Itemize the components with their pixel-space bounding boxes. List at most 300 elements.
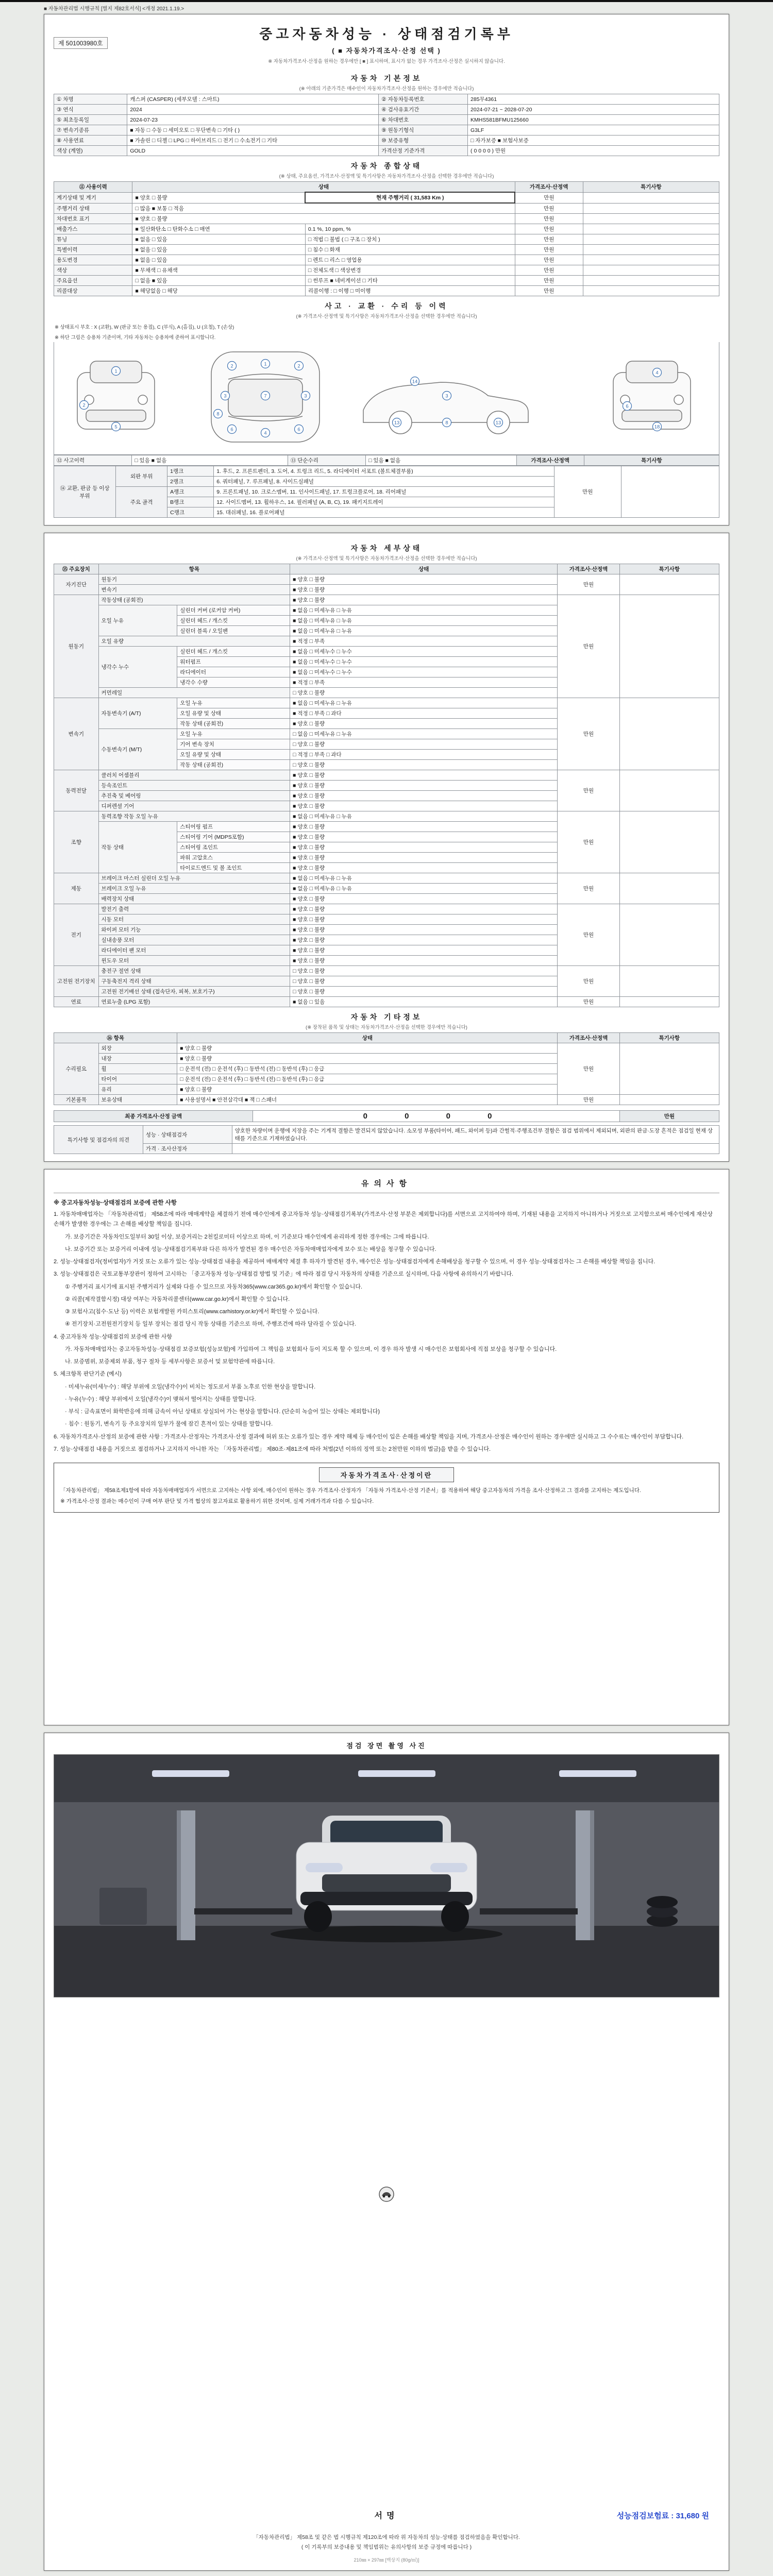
table-cell: ■ 없음 □ 있음	[290, 997, 558, 1007]
table-cell: 만원	[619, 1111, 719, 1122]
notice-subtext: · 부식 : 금속표면이 화학반응에 의해 금속이 아닌 상태로 상실되어 가는 현상을 말합니다. (단순히 녹슬어 있는 상태는 제외합니다)	[65, 1409, 380, 1415]
diagram-marker-number: 4	[264, 430, 267, 436]
table-cell: 9. 프론트패널, 10. 크로스멤버, 11. 인사이드패널, 17. 트렁크플로어, 18. 리어패널	[214, 487, 554, 497]
table-cell: 1랭크	[167, 466, 214, 477]
table-cell: 2024-07-23	[127, 115, 379, 125]
final-price-table	[54, 1110, 719, 1122]
exchange-rank-table	[54, 466, 719, 518]
table-cell: ■ 양호 □ 불량	[290, 585, 558, 595]
diagram-marker-number: 8	[445, 420, 448, 426]
table-cell: 튜닝	[54, 234, 132, 245]
table-cell: 1. 후드, 2. 프론트펜더, 3. 도어, 4. 트렁크 리드, 5. 라디에이터 서포트 (볼트체결부품)	[214, 466, 554, 477]
table-cell: 기본품목	[54, 1095, 99, 1105]
table-cell	[583, 245, 719, 255]
car-damage-diagram	[54, 342, 719, 455]
table-cell: 가격산정 기준가격	[379, 146, 468, 156]
legal-line-2: ( 이 기록부의 보증내용 및 책임범위는 유의사항의 보증 규정에 따릅니다 )	[301, 2544, 472, 2551]
table-cell: 주요옵션	[54, 276, 132, 286]
table-row	[54, 455, 719, 466]
table-cell: ■ 없음 □ 미세누유 □ 누유	[290, 605, 558, 616]
table-cell: □ 없음 ■ 있음	[132, 276, 305, 286]
data-table	[54, 564, 719, 1007]
table-row	[54, 255, 719, 265]
table-cell	[621, 466, 719, 518]
table-cell: 만원	[558, 1043, 619, 1095]
table-cell: ■ 양호 □ 불량	[177, 1043, 558, 1054]
table-cell	[583, 203, 719, 214]
table-cell: 최종 가격조사·산정 금액	[54, 1111, 253, 1122]
diagram-marker-number: 3	[304, 393, 307, 399]
table-row	[54, 1144, 719, 1154]
table-cell: ■ 없음 □ 미세누수 □ 누수	[290, 667, 558, 677]
table-cell: 6. 쿼터패널, 7. 루프패널, 8. 사이드실패널	[214, 477, 554, 487]
notice-text: 2. 성능·상태점검자(정비업자)가 거짓 또는 오류가 있는 성능·상태점검 내용을 제공하여 매매계약 체결 후 하자가 발견된 경우, 매수인은 성능·상태점검자에게 손해배상을 청구할 수 있으며, 이 경우 성능·상태점검자는 그 손해를 배상할 책임을 집니다.	[54, 1259, 656, 1265]
table-cell: 2024-07-21 ~ 2028-07-20	[468, 105, 719, 115]
table-cell: 만원	[515, 234, 583, 245]
table-cell: □ 렌트 □ 리스 □ 영업용	[305, 255, 515, 265]
table-cell: ■ 적정 □ 부족	[290, 636, 558, 647]
notice-subtext: ④ 전기장치·고전원전기장치 등 일부 장치는 점검 당시 작동 상태를 기준으로 하며, 주행조건에 따라 달라질 수 있습니다.	[65, 1321, 356, 1328]
section-note-extra: (※ 장착된 품목 및 상태는 자동차가격조사·산정을 선택한 경우에만 적습니다)	[306, 1025, 467, 1030]
data-table	[54, 1110, 719, 1122]
table-cell: 커먼레일	[98, 688, 290, 698]
table-cell: 만원	[558, 966, 619, 997]
table-cell: ■ 양호 □ 불량	[132, 192, 305, 203]
spacer-upper	[54, 1997, 719, 2185]
table-cell: ■ 양호 □ 불량	[290, 595, 558, 605]
diagram-marker-number: 2	[82, 402, 86, 409]
table-cell: ⑨ 원동기형식	[379, 125, 468, 135]
diagram-marker-number: 13	[495, 420, 501, 426]
diagram-marker-number: 3	[224, 393, 227, 399]
table-cell: ■ 양호 □ 불량	[290, 853, 558, 863]
accident-status-table	[54, 455, 719, 466]
table-cell: 만원	[558, 997, 619, 1007]
table-cell	[619, 698, 719, 770]
table-cell: 오일 누유	[98, 605, 177, 636]
table-cell: 실린더 커버 (로커암 커버)	[177, 605, 290, 616]
notice-item	[54, 1269, 719, 1329]
insurance-fee: 성능점검보험료 : 31,680 원	[616, 2512, 709, 2521]
section-title-basic: 자동차 기본정보	[350, 74, 423, 82]
table-cell: ■ 양호 □ 불량	[290, 719, 558, 729]
table-cell: 만원	[515, 255, 583, 265]
table-cell: 만원	[515, 286, 583, 296]
table-cell: 변속기	[54, 698, 99, 770]
table-row	[54, 105, 719, 115]
section-note-basic: (※ 아래의 기준가격은 매수인이 자동차가격조사·산정을 원하는 경우에만 적습니다)	[299, 86, 474, 92]
diagram-marker-number: 6	[230, 427, 233, 433]
table-cell: 작동상태 (공회전)	[98, 595, 290, 605]
table-cell	[619, 1043, 719, 1095]
section-title-accident: 사고 · 교환 · 수리 등 이력	[325, 302, 448, 310]
table-cell: 동력전달	[54, 770, 99, 811]
table-cell: 캐스퍼 (CASPER) (세부모델 : 스마트)	[127, 94, 379, 105]
table-cell: 2랭크	[167, 477, 214, 487]
table-cell: 브레이크 오일 누유	[98, 884, 290, 894]
notice-item	[54, 1210, 719, 1255]
table-cell: 가격조사·산정액	[516, 455, 584, 466]
table-cell: ■ 없음 □ 있음	[132, 234, 305, 245]
table-cell: 냉각수 누수	[98, 647, 177, 688]
table-cell: ■ 양호 □ 불량	[290, 832, 558, 842]
table-cell: □ 자가보증 ■ 보험사보증	[468, 135, 719, 146]
signature-row	[54, 2509, 719, 2524]
table-cell: ■ 양호 □ 불량	[132, 214, 515, 224]
table-cell: 휠	[98, 1064, 177, 1074]
table-cell: 구동축전지 격리 상태	[98, 976, 290, 987]
diagram-marker-number: 3	[445, 393, 448, 399]
table-row	[54, 574, 719, 585]
table-cell: 리콜이행 : □ 이행 □ 미이행	[305, 286, 515, 296]
notice-item	[54, 1332, 719, 1367]
section-note-detail: (※ 가격조사·산정액 및 특기사항은 자동차가격조사·산정을 선택한 경우에만 적습니다)	[296, 556, 477, 562]
table-cell: B랭크	[167, 497, 214, 507]
table-cell: 동력조향 작동 오일 누유	[98, 811, 290, 822]
table-row	[54, 115, 719, 125]
table-cell: 0 0 0 0	[253, 1111, 620, 1122]
table-cell: ⑩ 보증유형	[379, 135, 468, 146]
price-appraisal-title: 자동차가격조사·산정이란	[319, 1467, 454, 1482]
table-cell	[619, 574, 719, 595]
table-cell: ⑮ 주요장치	[54, 564, 99, 574]
table-cell: 시동 모터	[98, 914, 290, 925]
table-cell: ■ 양호 □ 불량	[290, 781, 558, 791]
table-cell: □ 양호 □ 불량	[290, 966, 558, 976]
table-cell: 고전원 전기배선 상태 (접속단자, 피복, 보호기구)	[98, 987, 290, 997]
data-table	[54, 455, 719, 466]
inspection-photo-svg	[54, 1755, 719, 1997]
table-cell: ■ 양호 □ 불량	[290, 770, 558, 781]
table-cell: ■ 없음 □ 미세누유 □ 누유	[290, 626, 558, 636]
card-photo-signature	[44, 1733, 729, 2571]
table-row	[54, 1043, 719, 1054]
diagram-marker-number: 14	[412, 379, 418, 385]
table-cell: ■ 양호 □ 불량	[177, 1054, 558, 1064]
table-cell: 가격조사·산정액	[558, 1033, 619, 1043]
diagram-marker-number: 6	[626, 403, 629, 410]
section-note-overall: (※ 상태, 주요옵션, 가격조사·산정액 및 특기사항은 자동차가격조사·산정을 선택한 경우에만 적습니다)	[279, 174, 494, 179]
table-cell: 원동기	[98, 574, 290, 585]
table-cell: 만원	[558, 574, 619, 595]
table-cell: 만원	[558, 595, 619, 698]
notice-text: 5. 체크항목 판단기준 (예시)	[54, 1371, 122, 1378]
table-cell: ■ 양호 □ 불량	[290, 956, 558, 966]
table-cell: 2024	[127, 105, 379, 115]
table-cell	[232, 1144, 719, 1154]
table-cell: 특기사항	[619, 1033, 719, 1043]
table-cell: 보유상태	[98, 1095, 177, 1105]
table-cell: 전기	[54, 904, 99, 966]
table-cell: 변속기	[98, 585, 290, 595]
table-cell	[583, 234, 719, 245]
data-table	[54, 466, 719, 518]
table-cell: 만원	[515, 214, 583, 224]
table-cell: ⑪ 사용이력	[54, 182, 132, 193]
workshop-ceiling	[54, 1755, 719, 1802]
notices-lead: ※ 중고자동차성능·상태점검의 보증에 관한 사항	[54, 1200, 177, 1206]
table-cell: 실린더 블록 / 오일팬	[177, 626, 290, 636]
table-cell: 와이퍼 모터 기능	[98, 925, 290, 935]
diagram-marker-number: 1	[114, 368, 117, 375]
diagram-markers	[80, 360, 662, 437]
table-cell: 타이로드엔드 및 볼 조인트	[177, 863, 290, 873]
table-cell	[583, 214, 719, 224]
association-logo-svg	[378, 2185, 395, 2203]
table-cell: 디퍼렌셜 기어	[98, 801, 290, 811]
table-cell: 수동변속기 (M/T)	[98, 729, 177, 770]
notice-subtext: · 누유(누수) : 해당 부위에서 오일(냉각수)이 맺혀서 떨어지는 상태를 말합니다.	[65, 1396, 256, 1402]
table-cell: □ 운전석 (전) □ 운전석 (후) □ 동반석 (전) □ 동반석 (후) □ 응급	[177, 1064, 558, 1074]
table-row	[54, 1126, 719, 1144]
overall-state-table	[54, 181, 719, 296]
table-cell: 추진축 및 베어링	[98, 791, 290, 801]
table-cell: ■ 양호 □ 불량	[290, 904, 558, 914]
table-row	[54, 1033, 719, 1043]
notice-text: 6. 자동차가격조사·산정의 보증에 관한 사항 : 가격조사·산정자는 가격조사·산정 결과에 허위 또는 오류가 있는 경우 계약 해제 등 매수인이 입은 손해를 배상할 책임을 지며, 가격조사·산정은 매수인이 원하는 경우에만 실시하고 그 수수료는 매수인이 부담합니다.	[54, 1433, 684, 1440]
paper-spec: 210㎜ × 297㎜ [백상지 (80g/㎡)]	[354, 2557, 419, 2563]
table-cell: ■ 적정 □ 부족 □ 과다	[290, 708, 558, 719]
table-cell: G3LF	[468, 125, 719, 135]
table-row	[54, 265, 719, 276]
table-cell: C랭크	[167, 507, 214, 518]
table-cell: KMHS581BFMU125660	[468, 115, 719, 125]
table-cell: 만원	[515, 276, 583, 286]
table-cell: ■ 없음 □ 있음	[132, 255, 305, 265]
table-cell: □ 적법 □ 불법 ( □ 구조 □ 장치 )	[305, 234, 515, 245]
signature-label: 서명	[374, 2512, 399, 2521]
table-cell: 브레이크 마스터 실린더 오일 누유	[98, 873, 290, 884]
table-cell: ④ 검사유효기간	[379, 105, 468, 115]
table-cell: ⑫ 사고이력	[54, 455, 132, 466]
table-cell: ■ 없음 □ 미세누유 □ 누유	[290, 873, 558, 884]
table-cell: 스티어링 조인트	[177, 842, 290, 853]
table-cell: 0.1 %, 10 ppm, %	[305, 224, 515, 234]
card-notices	[44, 1169, 729, 1725]
table-cell	[583, 276, 719, 286]
notice-text: 1. 자동차매매업자는 「자동차관리법」 제58조에 따라 매매계약을 체결하기 전에 매수인에게 중고자동차 성능·상태점검기록부(가격조사·산정 부분은 제외합니다)를 서면으로 고지하여야 하며, 기재된 내용을 고지하지 아니하거나 거짓으로 고지함으로써 매수인에게 재산상 손해가 발생한 경우에는 그 손해를 배상할 책임을 집니다.	[54, 1211, 713, 1228]
table-cell: 라디에이터 팬 모터	[98, 945, 290, 956]
table-cell: 만원	[558, 904, 619, 966]
diagram-marker-number: 2	[297, 363, 300, 369]
notice-item	[54, 1432, 719, 1442]
table-cell: 상태	[132, 182, 515, 193]
table-cell: 오일 누유	[177, 729, 290, 739]
table-cell: ■ 양호 □ 불량	[290, 574, 558, 585]
table-row	[54, 811, 719, 822]
table-cell: ⑬ 단순수리	[288, 455, 365, 466]
table-cell: 파워 고압호스	[177, 853, 290, 863]
table-row	[54, 146, 719, 156]
table-cell: 클러치 어셈블리	[98, 770, 290, 781]
table-cell: 제동	[54, 873, 99, 904]
table-cell: ⑯ 항목	[54, 1033, 177, 1043]
table-cell: ■ 양호 □ 불량	[290, 925, 558, 935]
table-cell: ⑧ 사용연료	[54, 135, 127, 146]
table-row	[54, 770, 719, 781]
table-cell: 고전원 전기장치	[54, 966, 99, 997]
notice-subtext: 나. 보증기간 또는 보증거리 이내에 성능·상태점검기록부와 다른 하자가 발견된 경우 매수인은 자동차매매업자에게 보수 또는 배상을 청구할 수 있습니다.	[65, 1246, 436, 1252]
table-cell: 외장	[98, 1043, 177, 1054]
table-cell: ■ 양호 □ 불량	[290, 842, 558, 853]
table-cell: □ 없음 □ 미세누유 □ 누유	[290, 729, 558, 739]
table-cell: 성능 · 상태점검자	[143, 1126, 232, 1144]
page-title: 중고자동차성능 · 상태점검기록부	[259, 26, 514, 42]
table-cell: □ 양호 □ 불량	[290, 760, 558, 770]
table-cell: ⑦ 변속기종류	[54, 125, 127, 135]
data-table	[54, 94, 719, 156]
table-cell	[619, 770, 719, 811]
table-cell	[619, 997, 719, 1007]
page-subtitle: ( ■ 자동차가격조사·산정 선택 )	[332, 47, 441, 55]
table-cell: 12. 사이드멤버, 13. 휠하우스, 14. 필러패널 (A, B, C), 19. 패키지트레이	[214, 497, 554, 507]
table-row	[54, 698, 719, 708]
section-note-accident: (※ 가격조사·산정액 및 특기사항은 자동차가격조사·산정을 선택한 경우에만 적습니다)	[296, 314, 477, 319]
table-row	[54, 182, 719, 193]
table-cell: 라디에이터	[177, 667, 290, 677]
table-cell	[619, 966, 719, 997]
diagram-marker-number: 7	[264, 393, 267, 399]
table-row	[54, 224, 719, 234]
table-cell: 가격조사·산정액	[558, 564, 619, 574]
table-cell: 만원	[558, 770, 619, 811]
table-cell: 만원	[515, 224, 583, 234]
diagram-marker-number: 18	[654, 424, 660, 430]
table-cell	[619, 1095, 719, 1105]
table-row	[54, 904, 719, 914]
notice-text: 3. 성능·상태점검은 국토교통부장관이 정하여 고시하는 「중고자동차 성능·상태점검 방법 및 기준」에 따라 점검 당시 자동차의 상태를 기준으로 실시하며, 다음 사항에 유의하시기 바랍니다.	[54, 1271, 514, 1278]
table-row	[54, 276, 719, 286]
diagram-marker-number: 2	[230, 363, 233, 369]
table-cell: 작동 상태 (공회전)	[177, 760, 290, 770]
table-cell	[619, 811, 719, 873]
notices-body	[54, 1210, 719, 1454]
table-cell	[583, 286, 719, 296]
table-cell: 양호한 차량이며 운행에 지장을 주는 기계적 결함은 발견되지 않았습니다. 소모성 부품(타이어, 패드, 와이퍼 등)과 간헐적·주행조건부 결함은 점검 범위에서 제외되며, 외판의 판금·도장 흔적은 점검일 현재 상태를 기준으로 기재하였습니다.	[232, 1126, 719, 1144]
notice-subtext: ③ 보험사고(침수·도난 등) 이력은 보험개발원 카히스토리(www.carhistory.or.kr)에서 확인할 수 있습니다.	[65, 1309, 320, 1315]
table-cell: 항목	[98, 564, 290, 574]
table-cell: 상태	[177, 1033, 558, 1043]
table-cell: ■ 없음 □ 미세누수 □ 누수	[290, 647, 558, 657]
table-cell: 실린더 헤드 / 개스킷	[177, 616, 290, 626]
table-cell: 색상 (계열)	[54, 146, 127, 156]
table-cell	[583, 255, 719, 265]
table-cell: ■ 양호 □ 불량	[290, 822, 558, 832]
data-table	[54, 1125, 719, 1154]
detail-state-table	[54, 564, 719, 1007]
table-row	[54, 245, 719, 255]
table-cell: ■ 양호 □ 불량	[290, 863, 558, 873]
table-cell: ■ 없음 □ 미세누유 □ 누유	[290, 884, 558, 894]
table-cell: 수리필요	[54, 1043, 99, 1095]
table-cell	[619, 904, 719, 966]
data-table	[54, 1032, 719, 1105]
notice-item	[54, 1369, 719, 1429]
table-cell: ■ 해당없음 □ 해당	[132, 286, 305, 296]
table-cell: ■ 적정 □ 부족	[290, 677, 558, 688]
table-cell: ■ 가솔린 □ 디젤 □ LPG □ 하이브리드 □ 전기 □ 수소전기 □ 기타	[127, 135, 379, 146]
table-cell: 가격 · 조사산정자	[143, 1144, 232, 1154]
section-title-overall: 자동차 종합상태	[350, 162, 423, 170]
table-row	[54, 595, 719, 605]
table-cell: 충전구 절연 상태	[98, 966, 290, 976]
table-row	[54, 873, 719, 884]
table-cell: 내장	[98, 1054, 177, 1064]
table-cell: ■ 양호 □ 불량	[290, 935, 558, 945]
diagram-marker-number: 5	[114, 424, 117, 430]
table-cell: ■ 무채색 □ 유채색	[132, 265, 305, 276]
table-cell: ■ 없음 □ 미세누유 □ 누유	[290, 698, 558, 708]
table-cell: ■ 양호 □ 불량	[290, 791, 558, 801]
table-cell: 오일 누유	[177, 698, 290, 708]
ceiling-lights	[152, 1770, 636, 1777]
table-cell: 만원	[515, 203, 583, 214]
notice-item	[54, 1257, 719, 1267]
table-row	[54, 203, 719, 214]
table-row	[54, 214, 719, 224]
state-code-legend: ※ 상태표시 부호 : X (교환), W (판금 또는 용접), C (부식), A (흠집), U (요철), T (손상)	[55, 325, 234, 330]
notices-title: 유의사항	[54, 1175, 719, 1193]
table-cell: ■ 없음 □ 있음	[132, 245, 305, 255]
table-cell: 특기사항	[619, 564, 719, 574]
table-cell: □ 있음 ■ 없음	[366, 455, 516, 466]
notice-subtext: 가. 보증기간은 자동차인도일부터 30일 이상, 보증거리는 2천킬로미터 이상으로 하며, 이 기준보다 매수인에게 유리하게 정한 경우에는 그에 따릅니다.	[65, 1233, 429, 1240]
notice-item	[54, 1445, 719, 1454]
table-row	[54, 1111, 719, 1122]
table-cell: 스티어링 펌프	[177, 822, 290, 832]
table-cell: 기어 변속 장치	[177, 739, 290, 750]
table-row	[54, 1095, 719, 1105]
table-cell: 연료누출 (LPG 포함)	[98, 997, 290, 1007]
table-cell: ② 자동차등록번호	[379, 94, 468, 105]
table-cell: 실린더 헤드 / 개스킷	[177, 647, 290, 657]
table-cell: 가격조사·산정액	[515, 182, 583, 193]
table-cell: 상태	[290, 564, 558, 574]
notice-subtext: 나. 보증범위, 보증제외 부품, 청구 절차 등 세부사항은 보증서 및 보험약관에 따릅니다.	[65, 1359, 275, 1365]
table-row	[54, 135, 719, 146]
price-appraisal-box	[54, 1463, 719, 1513]
table-cell: 발전기 출력	[98, 904, 290, 914]
table-cell: 만원	[554, 466, 621, 518]
table-cell: 만원	[558, 698, 619, 770]
data-table	[54, 181, 719, 296]
table-cell: ⑥ 차대번호	[379, 115, 468, 125]
table-cell: □ 양호 □ 불량	[290, 976, 558, 987]
notice-subtext: ① 주행거리 표시기에 표시된 주행거리가 실제와 다를 수 있으므로 자동차365(www.car365.go.kr)에서 확인할 수 있습니다.	[65, 1283, 363, 1290]
spacer-lower	[54, 2203, 719, 2504]
table-cell: 자기진단	[54, 574, 99, 595]
table-cell: ■ 사용설명서 ■ 안전삼각대 ■ 잭 □ 스패너	[177, 1095, 558, 1105]
table-cell: 유리	[98, 1084, 177, 1095]
table-cell: 외판 부위	[116, 466, 167, 487]
table-row	[54, 997, 719, 1007]
table-cell: 만원	[515, 192, 583, 203]
card-detail-state	[44, 533, 729, 1162]
table-cell: 현재 주행거리 ( 31,583 Km )	[305, 192, 515, 203]
table-cell: ③ 연식	[54, 105, 127, 115]
table-cell: 만원	[558, 1095, 619, 1105]
table-cell: ■ 양호 □ 불량	[290, 914, 558, 925]
basic-info-table	[54, 94, 719, 156]
table-cell: ■ 없음 □ 미세누유 □ 누유	[290, 811, 558, 822]
table-row	[54, 564, 719, 574]
table-cell: ⑭ 교환, 판금 등 이상 부위	[54, 466, 116, 518]
table-cell: 만원	[515, 245, 583, 255]
card-main-info	[44, 14, 729, 526]
table-cell: ■ 없음 □ 미세누유 □ 누유	[290, 616, 558, 626]
diagram-legend: ※ 하단 그림은 승용차 기준이며, 기타 자동차는 승용차에 준하여 표시합니다.	[55, 335, 216, 341]
price-appraisal-body: 「자동차관리법」 제58조제1항에 따라 자동차매매업자가 서면으로 고지하는 사항 외에, 매수인이 원하는 경우 가격조사·산정자가 「자동차 가격조사·산정 기준서」를 적용하여 해당 중고자동차의 가격을 조사·산정하고 그 결과를 고지하는 제도입니다.	[60, 1487, 641, 1494]
